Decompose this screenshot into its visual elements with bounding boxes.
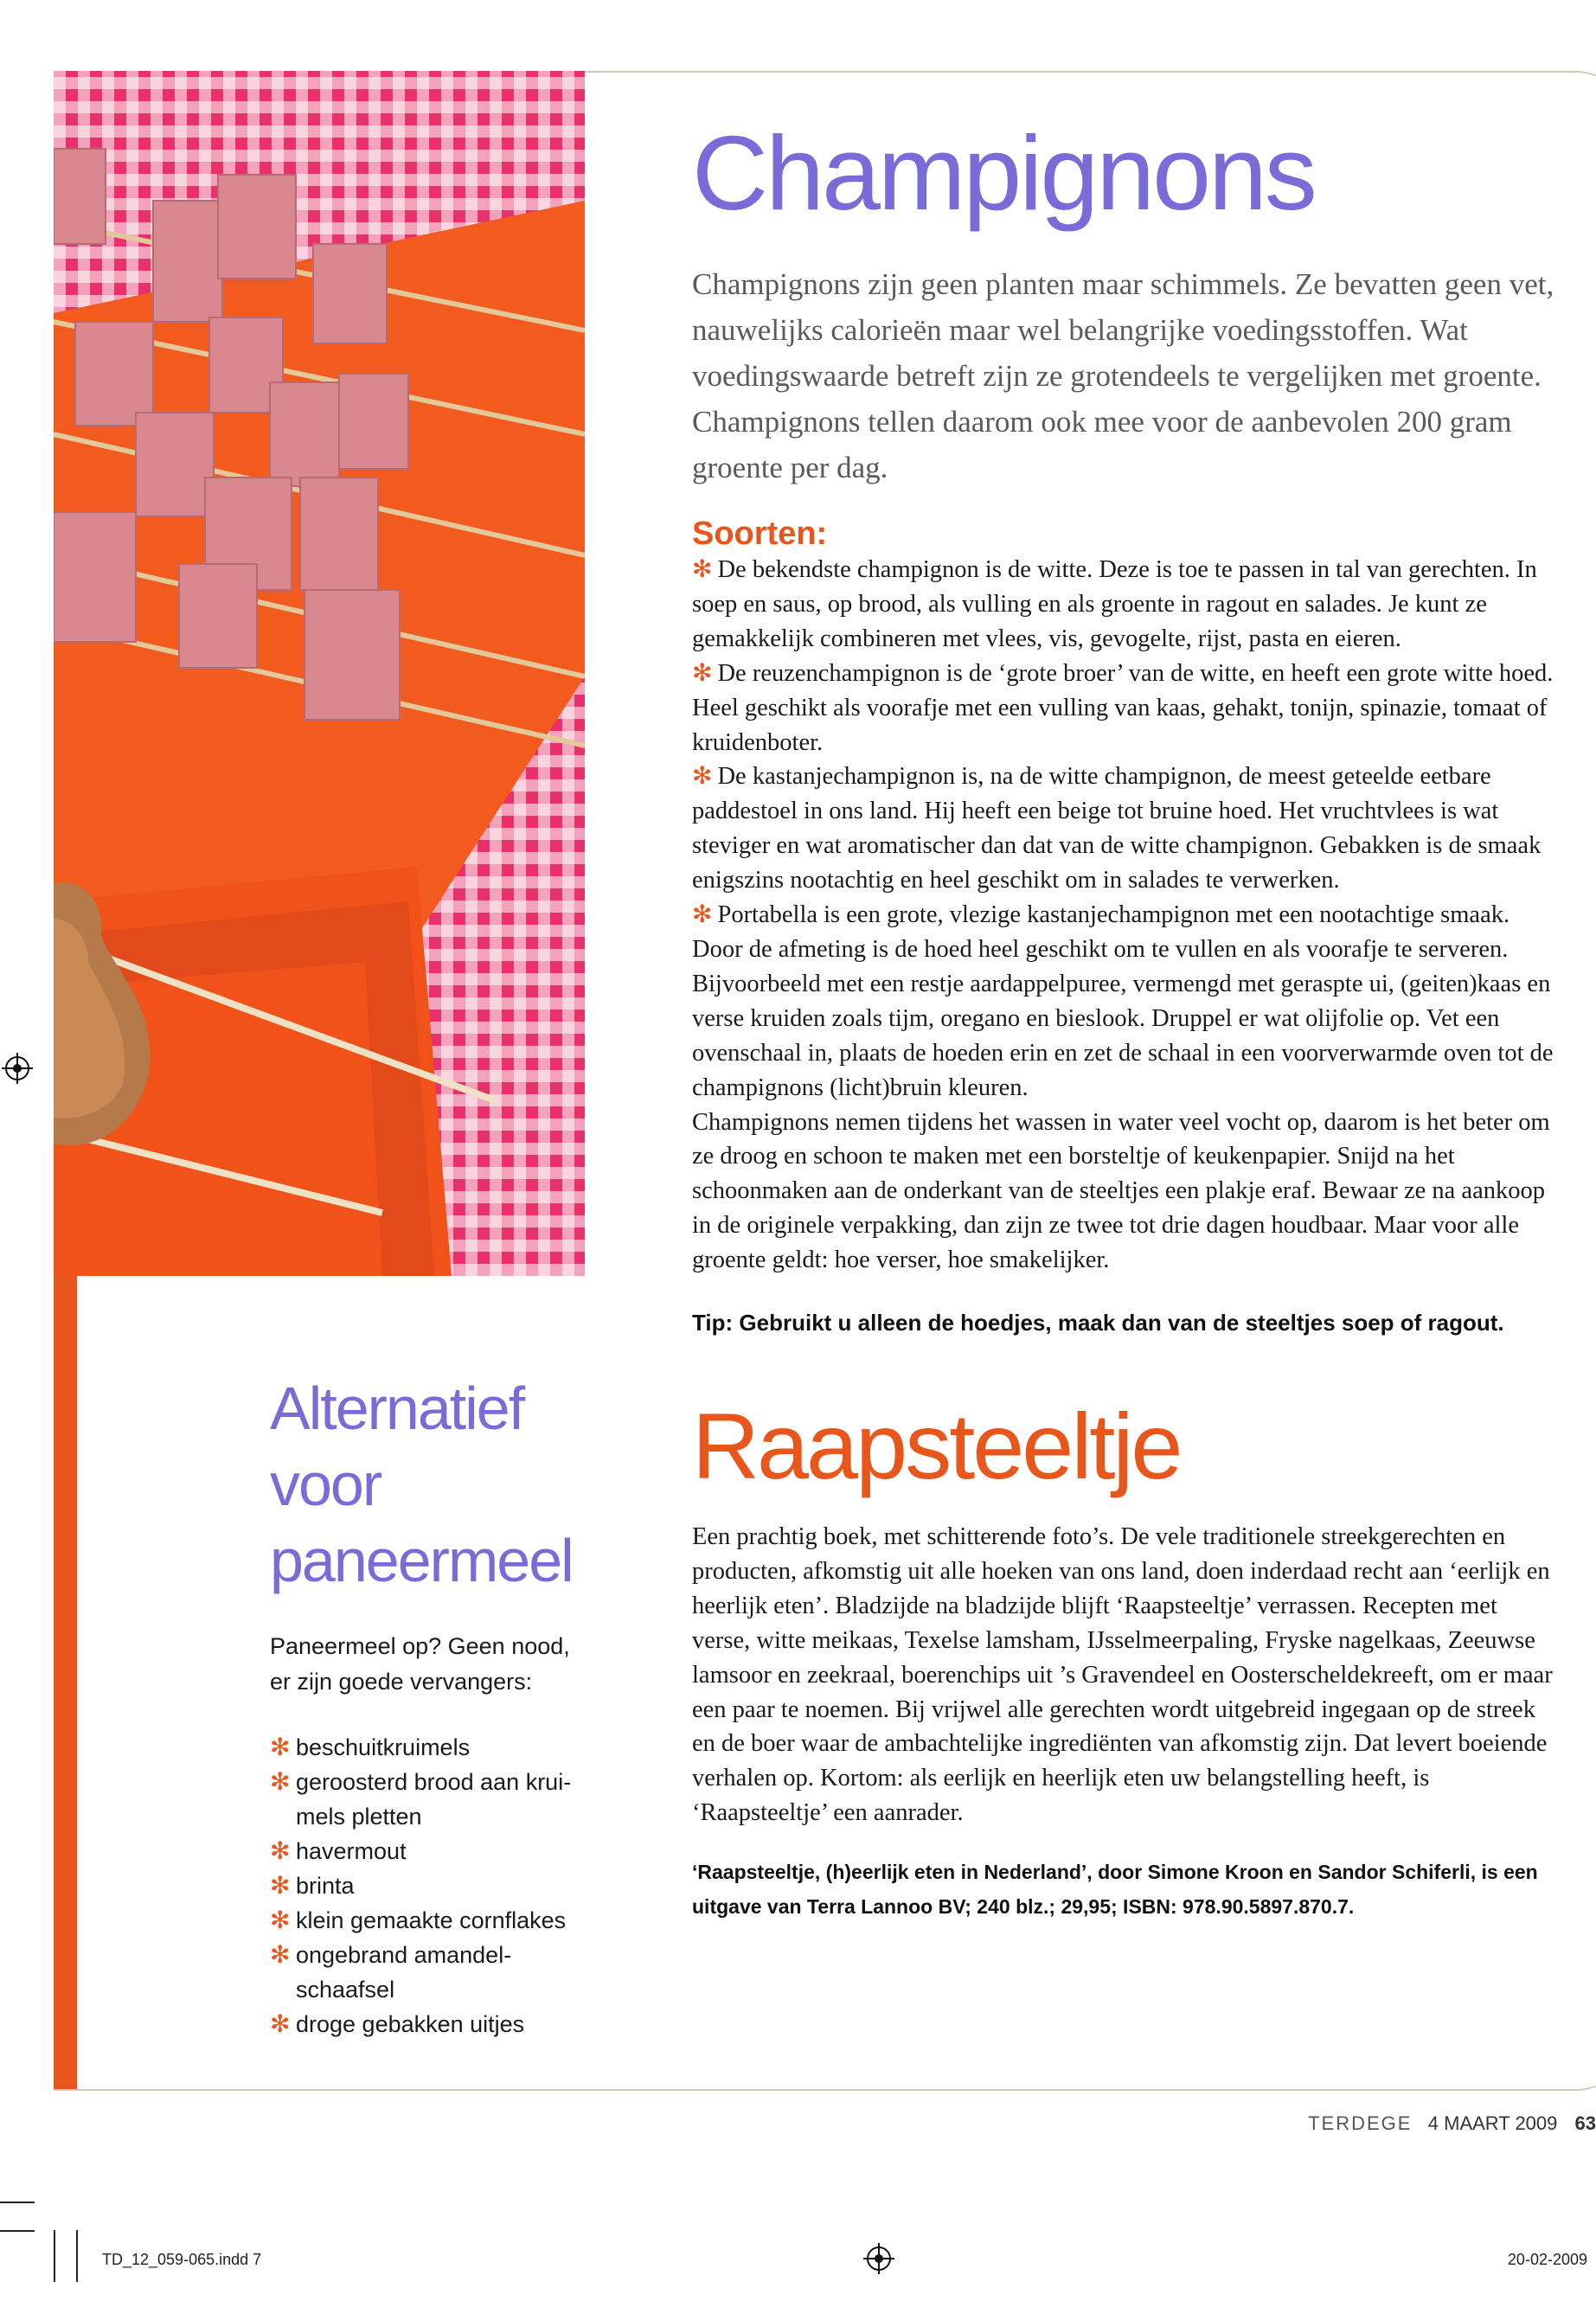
cleaning-paragraph: Champignons nemen tijdens het wassen in water veel vocht op, daarom is het beter om ze droog en schoon te maken met een borsteltje of keukenpapier. Snijd na het schoonmaken aan de onderkant van de steeltjes een plakje eraf. Bewaar ze na aankoop in de originele verpakking, dan zijn ze twee tot drie dagen houdbaar. Maar voor alle groente geldt: hoe verser, hoe smakelijker. — [692, 1108, 1550, 1274]
asterisk-bullet-icon: ✻ — [270, 2010, 291, 2037]
crop-mark — [76, 2230, 78, 2282]
list-item: ✻ droge gebakken uitjes — [270, 2007, 599, 2041]
food-photo — [54, 71, 585, 1276]
asterisk-bullet-icon: ✻ — [692, 763, 713, 791]
issue-date: 4 MAART 2009 — [1427, 2112, 1558, 2134]
list-item: ✻ geroosterd brood aan krui-mels pletten — [270, 1765, 599, 1834]
list-item: ✻ havermout — [270, 1834, 599, 1868]
raapsteeltje-text: Een prachtig boek, met schitterende foto’s. De vele traditionele streekgerechten en producten, afkomstig uit alle hoeken van ons land, doen inderdaad recht aan ‘eerlijk en heerlijk eten’. Bladzijde na bladzijde blijft ‘Raapsteeltje’ verrassen. Recepten met verse, witte meikaas, Texelse lamsham, IJsselmeerpaling, Fryske nagelkaas, Zeeuwse lamsoor en zeekraal, boerenchips uit ’s Gravendeel en Oosterscheldekreeft, om er maar een paar te noemen. Bij vrijwel alle gerechten wordt uitgebreid ingegaan op de streek en de boer waar de ambachtelijke ingrediënten van afkomstig zijn. Dat levert boeiende verhalen op. Kortom: als eerlijk en heerlijk eten uw belangstelling heeft, is ‘Raapsteeltje’ een aanrader. — [692, 1523, 1553, 1827]
page-number: 63 — [1574, 2112, 1596, 2134]
accent-bar — [54, 1276, 77, 2089]
asterisk-bullet-icon: ✻ — [692, 556, 713, 583]
list-item: ✻ ongebrand amandel-schaafsel — [270, 1938, 599, 2007]
asterisk-bullet-icon: ✻ — [692, 901, 713, 929]
file-slug: TD_12_059-065.indd 7 — [102, 2251, 262, 2268]
champignons-intro: Champignons zijn geen planten maar schimmels. Ze bevatten geen vet, nauwelijks calorieën maar wel belangrijke voedingsstoffen. Wat voedingswaarde betreft zijn ze grotendeels te vergelijken met groente. Champignons tellen daarom ook mee voor de aanbevolen 200 gram groente per dag. — [692, 267, 1554, 484]
soort-paragraph: ✻ Portabella is een grote, vlezige kastanjechampignon met een nootachtige smaak. Door de afmeting is de hoed heel geschikt om te vullen en als voorafje te serveren. Bijvoorbeeld met een restje aardappelpuree, vermengd met geraspte ui, (geiten)kaas en verse kruiden zoals tijm, oregano en bieslook. Druppel er wat olijfolie op. Vet een ovenschaal in, plaats de hoeden erin en zet de schaal in een voorverwarmde oven tot de champignons (licht)bruin kleuren. — [692, 901, 1554, 1101]
main-column — [692, 104, 1557, 1924]
tip-text: Tip: Gebruikt u alleen de hoedjes, maak dan van de steeltjes soep of ragout. — [692, 1310, 1504, 1336]
asterisk-bullet-icon: ✻ — [270, 1734, 291, 1760]
asterisk-bullet-icon: ✻ — [270, 1907, 291, 1933]
asterisk-bullet-icon: ✻ — [692, 659, 713, 687]
raapsteeltje-title: Raapsteeltje — [692, 1394, 1181, 1499]
soort-paragraph: ✻ De bekendste champignon is de witte. Deze is toe te passen in tal van gerechten. In soep en saus, op brood, als vulling en als groente in ragout en salades. Je kunt ze gemakkelijk combineren met vlees, vis, gevogelte, rijst, pasta en eieren. — [692, 556, 1537, 652]
asterisk-bullet-icon: ✻ — [270, 1872, 291, 1899]
soort-paragraph: ✻ De kastanjechampignon is, na de witte champignon, de meest geteelde eetbare paddestoel in ons land. Hij heeft een beige tot bruine hoed. Het vruchtvlees is wat steviger en wat aromatischer dan dat van de witte champignon. Gebakken is de smaak enigszins nootachtig en heel geschikt om in salades te verwerken. — [692, 763, 1542, 894]
sidebar-title-line: voor — [270, 1451, 381, 1518]
list-item: ✻ beschuitkruimels — [270, 1730, 599, 1765]
sidebar-title-line: paneermeel — [270, 1527, 573, 1594]
alternatives-list — [270, 1730, 599, 2041]
registration-mark-icon — [867, 2247, 891, 2271]
page-footer — [1308, 2112, 1596, 2135]
soorten-heading: Soorten: — [692, 516, 828, 552]
champignons-title: Champignons — [692, 114, 1315, 232]
crop-mark — [54, 2230, 55, 2282]
sidebar-title-line: Alternatief — [270, 1375, 524, 1442]
crop-mark — [0, 2202, 35, 2203]
sidebar-intro: Paneermeel op? Geen nood, er zijn goede vervangers: — [270, 1633, 570, 1695]
asterisk-bullet-icon: ✻ — [270, 1941, 291, 1968]
asterisk-bullet-icon: ✻ — [270, 1837, 291, 1864]
sidebar-title — [270, 1370, 590, 1599]
print-date: 20-02-2009 — [1507, 2251, 1587, 2268]
list-item: ✻ brinta — [270, 1868, 599, 1903]
registration-mark-icon — [5, 1056, 29, 1080]
book-credit: ‘Raapsteeltje, (h)eerlijk eten in Nederland’, door Simone Kroon en Sandor Schiferli, is een uitgave van Terra Lannoo BV; 240 blz.; 29,95; ISBN: 978.90.5897.870.7. — [692, 1861, 1538, 1919]
crop-mark — [0, 2230, 35, 2232]
list-item: ✻ klein gemaakte cornflakes — [270, 1903, 599, 1938]
soort-paragraph: ✻ De reuzenchampignon is de ‘grote broer’ van de witte, en heeft een grote witte hoed. Heel geschikt als voorafje met een vulling van kaas, gehakt, tonijn, spinazie, tomaat of kruidenboter. — [692, 659, 1554, 756]
asterisk-bullet-icon: ✻ — [270, 1768, 291, 1795]
food-skewers-photo-icon — [54, 71, 585, 1276]
magazine-name: TERDEGE — [1308, 2112, 1413, 2134]
